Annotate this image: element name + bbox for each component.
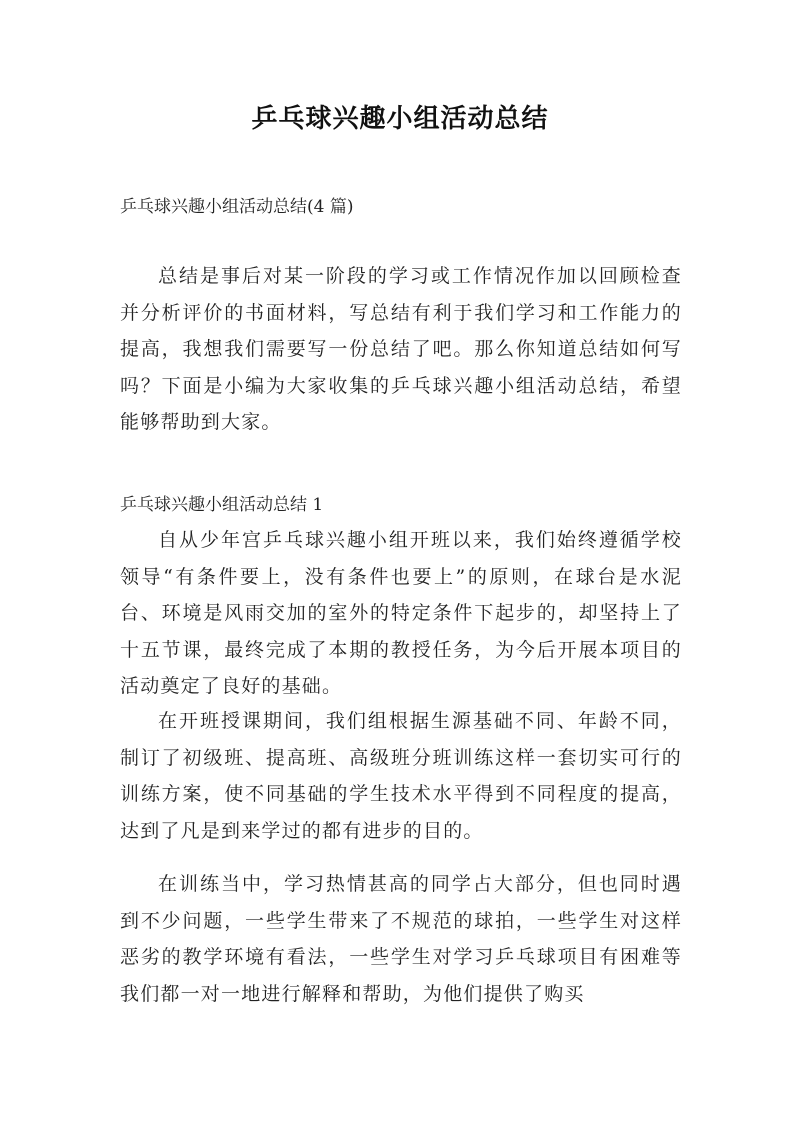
body-paragraph: 在开班授课期间，我们组根据生源基础不同、年龄不同，制订了初级班、提高班、高级班分班训练这样一套切实可行的训练方案，使不同基础的学生技术水平得到不同程度的提高，达到了凡是到来学过的都有进步的目的。: [120, 710, 682, 842]
document-subtitle: 乒乓球兴趣小组活动总结(4 篇): [120, 197, 354, 217]
body-paragraph: 在训练当中，学习热情甚高的同学占大部分，但也同时遇到不少问题，一些学生带来了不规范的球拍，一些学生对这样恶劣的教学环境有看法，一些学生对学习乒乓球项目有困难等我们都一对一地进行解释和帮助，为他们提供了购买: [120, 873, 682, 1005]
body-paragraph: 自从少年宫乒乓球兴趣小组开班以来，我们始终遵循学校领导“有条件要上，没有条件也要上”的原则，在球台是水泥台、环境是风雨交加的室外的特定条件下起步的，却坚持上了十五节课，最终完成了本期的教授任务，为今后开展本项目的活动奠定了良好的基础。: [120, 529, 682, 697]
intro-paragraph: 总结是事后对某一阶段的学习或工作情况作加以回顾检查并分析评价的书面材料，写总结有利于我们学习和工作能力的提高，我想我们需要写一份总结了吧。那么你知道总结如何写吗？下面是小编为大家收集的乒乓球兴趣小组活动总结，希望能够帮助到大家。: [120, 265, 682, 433]
section-heading: 乒乓球兴趣小组活动总结 1: [120, 495, 324, 515]
document-title: 乒乓球兴趣小组活动总结: [251, 104, 549, 134]
